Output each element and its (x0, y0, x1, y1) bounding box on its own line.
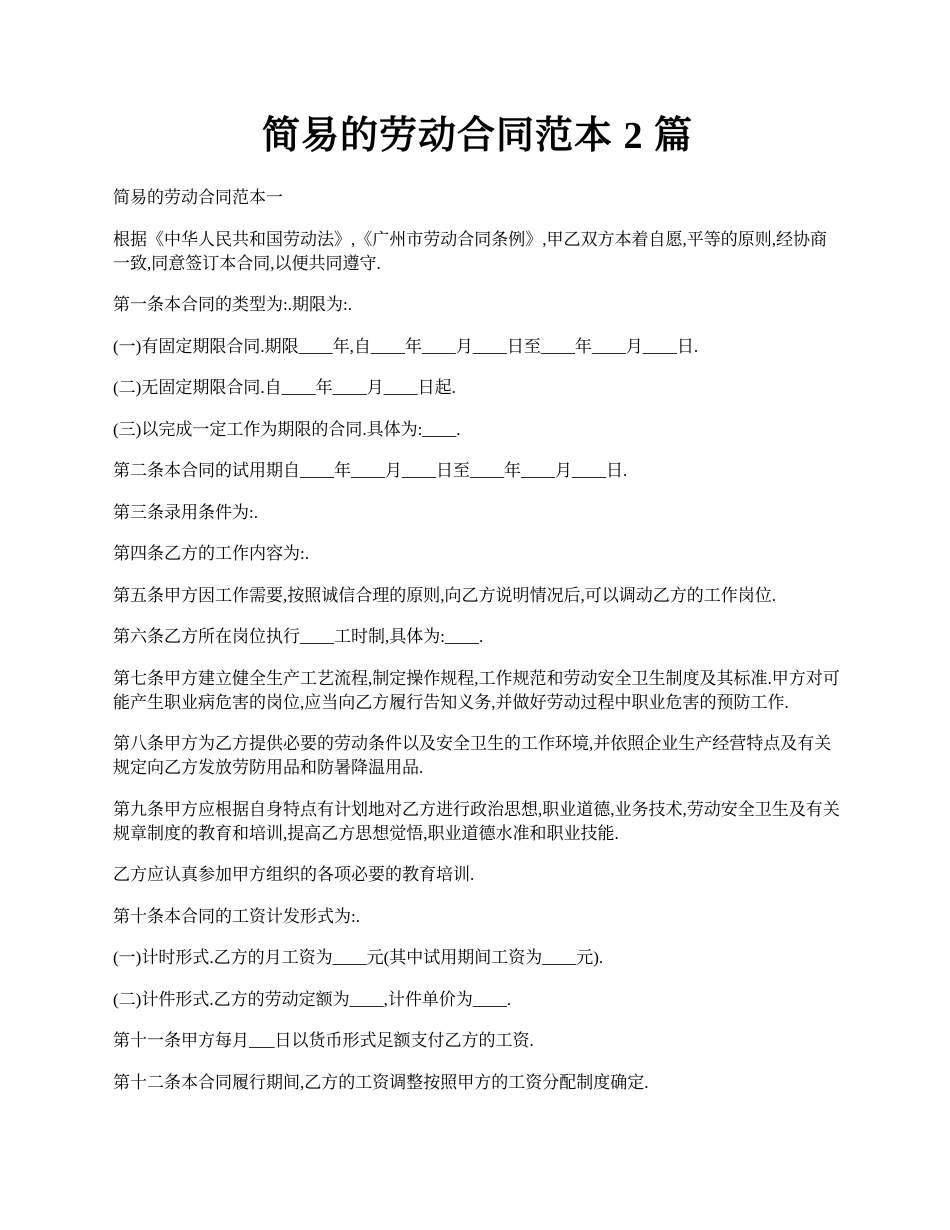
preamble-paragraph: 根据《中华人民共和国劳动法》,《广州市劳动合同条例》,甲乙双方本着自愿,平等的原则,经协商一致,同意签订本合同,以便共同遵守. (113, 229, 827, 273)
article-7-paragraph: 第七条甲方建立健全生产工艺流程,制定操作规程,工作规范和劳动安全卫生制度及其标准.甲方对可能产生职业病危害的岗位,应当向乙方履行告知义务,并做好劳动过程中职业危害的预防工作. (113, 668, 840, 712)
article-1-item-2: (二)无固定期限合同.自____年____月____日起. (113, 378, 456, 397)
article-8-paragraph: 第八条甲方为乙方提供必要的劳动条件以及安全卫生的工作环境,并依照企业生产经营特点及有关规定向乙方发放劳防用品和防暑降温用品. (113, 734, 832, 777)
article-1-item-1: (一)有固定期限合同.期限____年,自____年____月____日至____年____月____日. (113, 336, 699, 356)
article-10-item-1: (一)计时形式.乙方的月工资为____元(其中试用期间工资为____元). (113, 948, 604, 967)
subtitle-paragraph: 简易的劳动合同范本一 (113, 188, 283, 207)
article-12-paragraph: 第十二条本合同履行期间,乙方的工资调整按照甲方的工资分配制度确定. (113, 1072, 649, 1092)
article-3-paragraph: 第三条录用条件为:. (113, 502, 258, 522)
article-9-paragraph: 第九条甲方应根据自身特点有计划地对乙方进行政治思想,职业道德,业务技术,劳动安全卫生及有关规章制度的教育和培训,提高乙方思想觉悟,职业道德水准和职业技能. (113, 799, 840, 843)
article-5-paragraph: 第五条甲方因工作需要,按照诚信合理的原则,向乙方说明情况后,可以调动乙方的工作岗位. (113, 585, 776, 605)
article-4-paragraph: 第四条乙方的工作内容为:. (113, 544, 309, 563)
article-6-paragraph: 第六条乙方所在岗位执行____工时制,具体为:____. (113, 627, 484, 646)
article-1-item-3: (三)以完成一定工作为期限的合同.具体为:____. (113, 419, 461, 439)
article-1-paragraph: 第一条本合同的类型为:.期限为:. (113, 295, 352, 314)
article-11-paragraph: 第十一条甲方每月___日以货币形式足额支付乙方的工资. (113, 1031, 534, 1050)
article-10-paragraph: 第十条本合同的工资计发形式为:. (113, 906, 360, 926)
article-10-item-2: (二)计件形式.乙方的劳动定额为____,计件单价为____. (113, 989, 512, 1009)
document-title: 简易的劳动合同范本 2 篇 (261, 115, 693, 157)
article-9-followup-paragraph: 乙方应认真参加甲方组织的各项必要的教育培训. (113, 865, 475, 884)
article-2-paragraph: 第二条本合同的试用期自____年____月____日至____年____月____日. (113, 461, 628, 480)
